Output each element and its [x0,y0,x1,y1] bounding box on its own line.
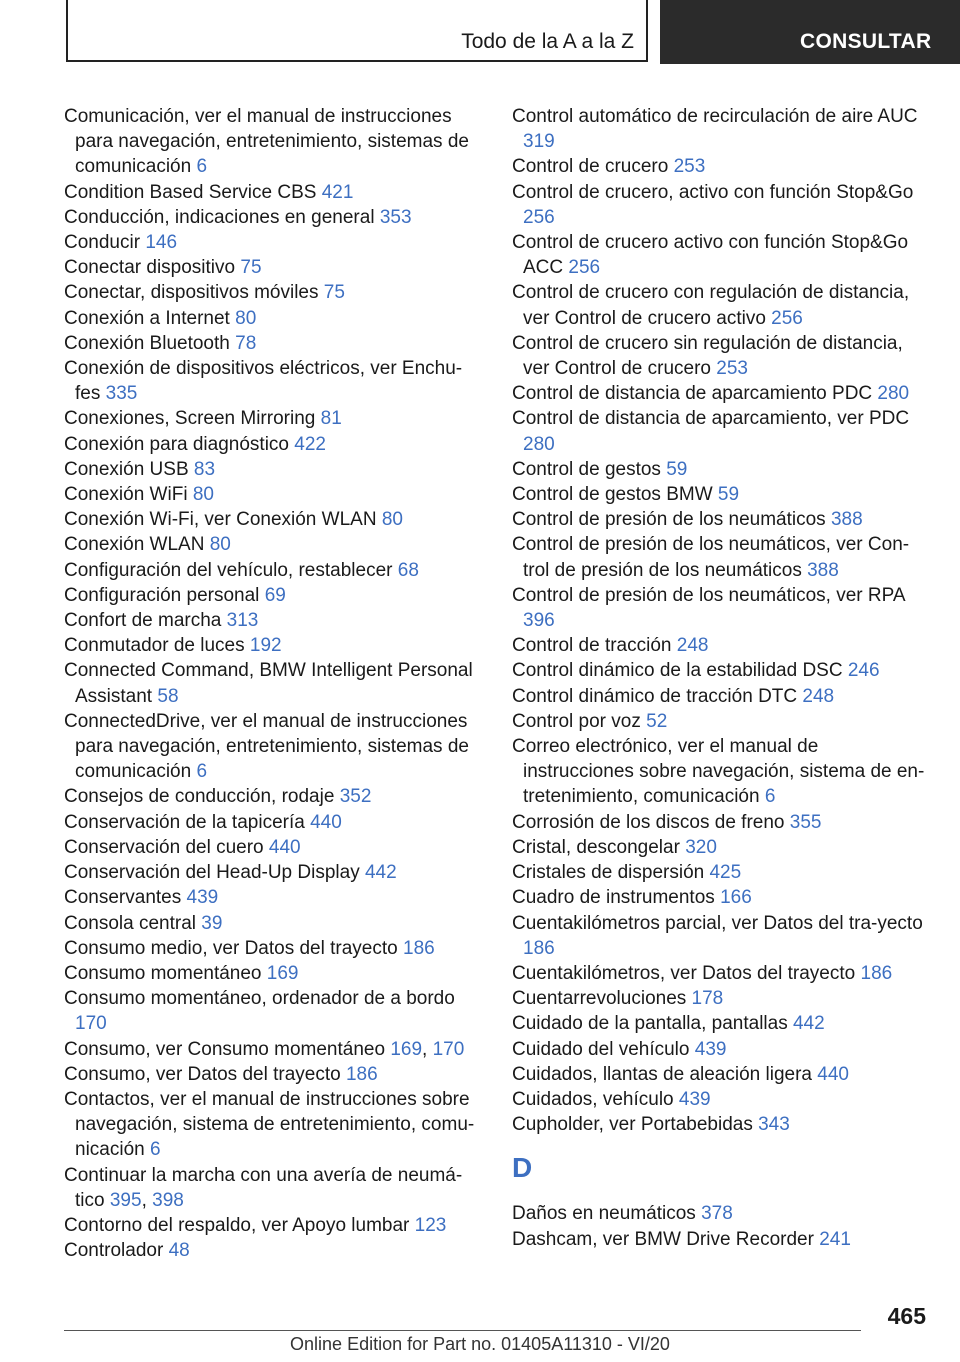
page-reference-link[interactable]: 343 [758,1114,790,1136]
index-entry-term: Control de presión de los neumáticos [512,509,831,531]
page-reference-link[interactable]: 253 [673,156,706,178]
page-reference-link[interactable]: 439 [694,1038,727,1060]
page-reference-link[interactable]: 39 [201,912,223,934]
index-entry-term: Cuidados, llantas de aleación ligera [512,1063,818,1085]
page-reference-link[interactable]: 75 [240,257,262,279]
index-column-right [512,104,932,1252]
index-entry [64,532,484,557]
index-entry-term: Corrosión de los discos de freno [512,811,790,833]
index-entry-term: Control de gestos BMW [512,484,718,506]
index-entry [512,961,932,986]
index-entry [64,1062,484,1087]
index-entry [64,180,484,205]
page-reference-link[interactable]: 280 [523,433,555,455]
index-entry [64,608,484,633]
index-entry [64,1238,484,1263]
index-entry-term: Control de presión de los neumáticos, ver Con-trol de presión de los neumáticos [512,534,910,581]
header-bar [0,0,960,64]
page-reference-link[interactable]: 166 [720,887,752,909]
page-reference-link[interactable]: 186 [860,962,893,984]
index-entry [512,280,932,330]
index-entry [512,709,932,734]
page-reference-link[interactable]: 440 [310,811,342,833]
page-reference-link[interactable]: 6 [196,761,208,783]
index-letter-heading: D [512,1152,533,1184]
page-reference-link[interactable]: 256 [523,206,555,228]
index-entry [64,784,484,809]
index-entry-term: Conmutador de luces [64,635,250,657]
index-entry [512,180,932,230]
page-reference-link[interactable]: 186 [345,1063,378,1085]
index-entry-term: Contactos, ver el manual de instrucciones sobre navegación, sistema de entretenimiento, comu-nicación [64,1088,475,1161]
page-reference-link[interactable]: 395 [109,1189,142,1211]
index-entry-term: Continuar la marcha con una avería de neumá-tico [64,1164,463,1211]
index-entry-term: Dashcam, ver BMW Drive Recorder [512,1228,820,1250]
index-entry [64,583,484,608]
index-entry [64,230,484,255]
index-entry-term: Configuración personal [64,584,265,606]
index-entry-term: Consumo momentáneo [64,962,267,984]
page-reference-link[interactable]: 352 [339,786,372,808]
page-reference-link[interactable]: 80 [209,534,231,556]
section-tab-label: Todo de la A a la Z [461,30,634,53]
page-reference-link[interactable]: 186 [523,937,555,959]
page-reference-link[interactable]: 59 [717,484,740,506]
index-entry [512,331,932,381]
index-entry-term: Conducción, indicaciones en general [64,206,380,228]
page-reference-link[interactable]: 69 [264,584,286,606]
index-entry [512,230,932,280]
index-entry-term: Controlador [64,1240,169,1262]
page-reference-link[interactable]: 48 [168,1240,190,1262]
index-entry-term: Consola central [64,912,202,934]
index-entry-term: Conservación del cuero [64,836,269,858]
index-entry-term: Cuadro de instrumentos [512,887,721,909]
page-reference-link[interactable]: 178 [691,988,724,1010]
index-entry [512,684,932,709]
index-entry [512,885,932,910]
index-entry [64,356,484,406]
index-entry [512,658,932,683]
index-entry [64,432,484,457]
index-entry-term: ConnectedDrive, ver el manual de instrucciones para navegación, entretenimiento, sistemas de comunicación [64,710,469,783]
index-entry [64,331,484,356]
page-reference-link[interactable]: 170 [432,1038,465,1060]
index-entry-term: Cuentarrevoluciones [512,988,692,1010]
index-entry-term: Confort de marcha [64,610,227,632]
index-entry [64,280,484,305]
page-reference-link[interactable]: 80 [192,484,214,506]
index-entry-term: Conexión WiFi [64,484,193,506]
page-reference-link[interactable]: 169 [390,1038,423,1060]
page-reference-link[interactable]: 169 [266,962,299,984]
index-entry-term: Conexión a Internet [64,307,236,329]
index-entry [64,633,484,658]
index-entry-term: Contorno del respaldo, ver Apoyo lumbar [64,1214,415,1236]
index-entry-term: Consejos de conducción, rodaje [64,786,340,808]
index-entry [64,709,484,785]
index-entry-term: Cristal, descongelar [512,836,686,858]
index-entry-term: Conexión USB [64,458,194,480]
index-entry [512,1062,932,1087]
index-entry-term: Control dinámico de la estabilidad DSC [512,660,848,682]
index-entry-term: Conexión WLAN [64,534,210,556]
page-reference-link[interactable]: 248 [802,685,835,707]
index-entry [512,381,932,406]
page-reference-link[interactable]: 442 [792,1013,825,1035]
index-entry [512,406,932,456]
footer-divider [64,1330,861,1331]
index-entry [512,457,932,482]
page-reference-link[interactable]: 422 [294,433,326,455]
page-reference-link[interactable]: 170 [75,1013,107,1035]
index-entry-term: Control de gestos [512,458,667,480]
index-entry-term: Cuidados, vehículo [512,1088,679,1110]
index-entry-term: Condition Based Service CBS [64,181,322,203]
index-entry [64,205,484,230]
index-entry [64,558,484,583]
index-entry-term: Comunicación, ver el manual de instrucciones para navegación, entretenimiento, sistemas de comunicación [64,106,469,178]
index-entry-term: Control automático de recirculación de aire AUC [512,106,918,127]
index-entry [64,961,484,986]
index-entry-term: Conectar, dispositivos móviles [64,282,324,304]
page-reference-link[interactable]: 353 [379,206,412,228]
page-reference-link[interactable]: 425 [709,862,742,884]
page-reference-link[interactable]: 335 [105,383,138,405]
page-reference-link[interactable]: 256 [771,307,803,329]
page-reference-link[interactable]: 388 [807,559,839,581]
index-entry-term: Cristales de dispersión [512,862,710,884]
section-tab[interactable] [66,0,648,62]
index-entry-term: Consumo, ver Consumo momentáneo [64,1038,391,1060]
page-reference-link[interactable]: 421 [321,181,354,203]
index-entry [512,1112,932,1137]
index-entry-term: Control de crucero con regulación de distancia, ver Control de crucero activo [512,282,910,329]
index-entry-term: Configuración del vehículo, restablecer [64,559,398,581]
page-reference-link[interactable]: 246 [847,660,880,682]
consultar-tab-label: CONSULTAR [800,30,932,53]
index-column-left [64,104,484,1263]
index-entry-term: Control de crucero activo con función Stop&Go ACC [512,232,909,279]
index-entry [512,1037,932,1062]
index-entry [64,457,484,482]
index-entry-term: Consumo, ver Datos del trayecto [64,1063,346,1085]
page-reference-link[interactable]: 192 [249,635,282,657]
index-entry [512,154,932,179]
index-entry [64,507,484,532]
page-number: 465 [887,1303,926,1329]
index-entry-term: Cuidado de la pantalla, pantallas [512,1013,793,1035]
index-entry [64,104,484,180]
page-reference-link[interactable]: 442 [364,862,397,884]
page-reference-link[interactable]: 280 [877,383,910,405]
index-entry-term: Conectar dispositivo [64,257,241,279]
index-entry [512,810,932,835]
page-reference-link[interactable]: 6 [764,786,776,808]
index-entry-term: Conservantes [64,887,187,909]
page-reference-link[interactable]: 439 [678,1088,711,1110]
index-entry [64,835,484,860]
index-entry [512,835,932,860]
index-entry-term: Control de tracción [512,635,677,657]
index-entry [512,1087,932,1112]
index-entry-term: Control por voz [512,710,647,732]
index-entry-term: Cupholder, ver Portabebidas [512,1114,759,1136]
index-entry-term: Conducir [64,232,146,254]
index-entry [512,1227,932,1252]
index-entry [512,507,932,532]
page-reference-link[interactable]: 320 [685,836,717,858]
index-entry [64,255,484,280]
page-reference-link[interactable]: 398 [152,1189,184,1211]
index-entry [64,936,484,961]
index-entry-term: Consumo medio, ver Datos del trayecto [64,937,403,959]
page-reference-link[interactable]: 80 [381,509,403,531]
index-entry-term: Control de presión de los neumáticos, ver RPA [512,584,905,606]
index-entry: Consumo, ver Consumo momentáneo 169, 170 [64,1038,465,1060]
index-entry [64,986,484,1036]
index-entry [512,911,932,961]
index-entry-term: Control de crucero sin regulación de distancia, ver Control de crucero [512,332,903,380]
page-reference-link[interactable]: 256 [568,257,601,279]
page-reference-link[interactable]: 396 [523,610,555,632]
index-entry-term: Control de crucero, activo con función Stop&Go [512,181,914,203]
index-entry [64,1213,484,1238]
index-entry-term: Conservación de la tapicería [64,811,311,833]
page-reference-link[interactable]: 78 [235,332,257,354]
index-entry [512,986,932,1011]
index-entry-term: Control de distancia de aparcamiento PDC [512,383,878,405]
page-reference-link[interactable]: 75 [323,282,345,304]
page-reference-link[interactable]: 52 [646,710,668,732]
index-entry [64,911,484,936]
index-entry-term: Conservación del Head-Up Display [64,862,365,884]
page-reference-link[interactable]: 248 [676,635,709,657]
index-entry [512,532,932,582]
page-reference-link[interactable]: 6 [150,1139,161,1161]
page-reference-link[interactable]: 146 [145,232,178,254]
index-entry [512,482,932,507]
page-reference-link[interactable]: 319 [523,131,555,153]
index-entry-term: Conexión Bluetooth [64,332,236,354]
index-entry-term: Control de distancia de aparcamiento, ver PDC [512,408,910,430]
index-entry [512,734,932,810]
index-entry [512,1201,932,1226]
index-entry [64,406,484,431]
index-entry: Continuar la marcha con una avería de neumá-tico 395, 398 [64,1164,463,1211]
index-entry-term: Conexión para diagnóstico [64,433,295,455]
index-entry [64,860,484,885]
index-entry-term: Conexión Wi-Fi, ver Conexión WLAN [64,509,382,531]
index-entry [64,1087,484,1163]
index-entry [512,583,932,633]
index-entry [512,633,932,658]
index-entry [64,658,484,708]
index-entry [64,810,484,835]
page-reference-link[interactable]: 355 [789,811,822,833]
index-entry [512,104,932,154]
page-reference-link[interactable]: 58 [157,685,179,707]
page-reference-link[interactable]: 388 [830,509,863,531]
page-reference-link[interactable]: 123 [414,1214,447,1236]
page-reference-link[interactable]: 6 [196,156,208,178]
index-entry [64,482,484,507]
page-reference-link[interactable]: 378 [701,1203,733,1225]
page-reference-link[interactable]: 83 [193,458,216,480]
page-reference-link[interactable]: 59 [666,458,688,480]
index-entry-term: Cuidado del vehículo [512,1038,695,1060]
page-reference-link[interactable]: 440 [817,1063,849,1085]
index-entry-term: Conexión de dispositivos eléctricos, ver Enchu-fes [64,358,463,405]
page-reference-link[interactable]: 81 [320,408,342,430]
index-entry-term: Cuentakilómetros, ver Datos del trayecto [512,962,861,984]
consultar-tab[interactable] [660,0,960,64]
index-entry-term: Control dinámico de tracción DTC [512,685,803,707]
footer-edition: Online Edition for Part no. 01405A11310 - VI/20 [290,1334,670,1354]
index-entry-term: Conexiones, Screen Mirroring [64,408,321,430]
index-entry [512,1011,932,1036]
page-reference-link[interactable]: 241 [819,1228,851,1250]
page-reference-link[interactable]: 68 [397,559,419,581]
index-entry-term: Consumo momentáneo, ordenador de a bordo [64,988,455,1010]
index-entry [64,306,484,331]
index-entry-term: Cuentakilómetros parcial, ver Datos del tra-yecto [512,912,923,934]
index-entry-term: Correo electrónico, ver el manual de instrucciones sobre navegación, sistema de en-tretenimiento, comunicación [512,736,925,808]
index-entry-term: Connected Command, BMW Intelligent Personal Assistant [64,660,473,707]
page-reference-link[interactable]: 440 [268,836,301,858]
page-reference-link[interactable]: 253 [716,358,748,380]
index-entry-term: Daños en neumáticos [512,1203,702,1225]
index-entry-term: Control de crucero [512,156,674,178]
index-entry [512,860,932,885]
page-reference-link[interactable]: 186 [403,937,435,959]
index-entry [64,885,484,910]
page-reference-link[interactable]: 80 [235,307,257,329]
page-reference-link[interactable]: 313 [226,610,259,632]
page-reference-link[interactable]: 439 [186,887,219,909]
